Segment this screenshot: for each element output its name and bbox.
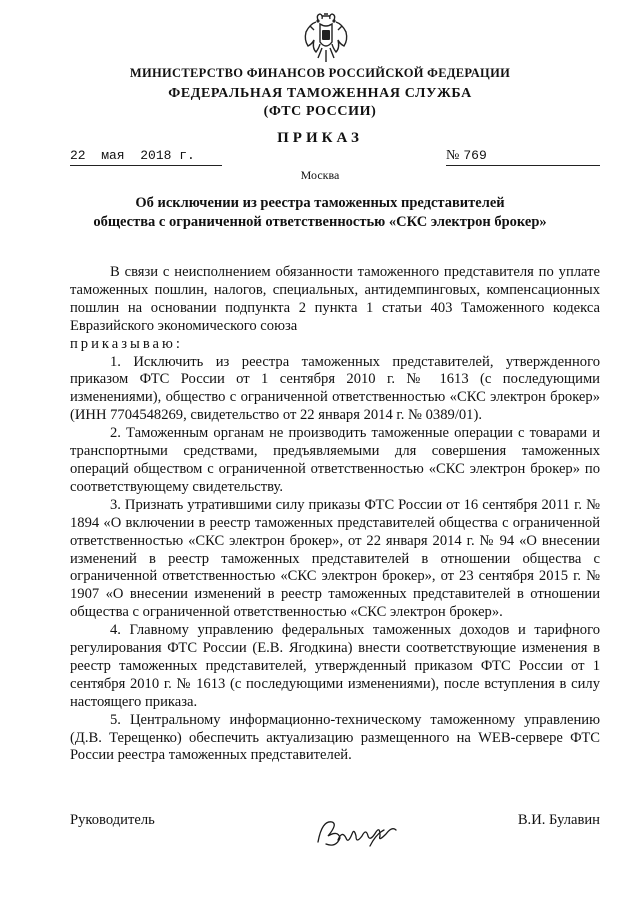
- document-type: ПРИКАЗ: [277, 130, 363, 146]
- service-abbr-heading: (ФТС РОССИИ): [263, 104, 377, 119]
- subject-line-2: общества с ограниченной ответственностью «СКС электрон брокер»: [93, 214, 547, 230]
- city: Москва: [300, 168, 340, 182]
- order-item-2: 2. Таможенным органам не производить таможенные операции с товарами и транспортными средствами, предъявляемыми для совершения таможенных операций обществом с ограниченной ответственностью «СКС электрон брокер» по соответствующему свидетельству.: [70, 425, 600, 495]
- order-number: 769: [463, 148, 487, 163]
- signatory-name: В.И. Булавин: [517, 812, 600, 828]
- handwritten-signature: [312, 812, 412, 854]
- intro-paragraph: В связи с неисполнением обязанности таможенного представителя по уплате таможенных пошлин, налогов, специальных, антидемпинговых, компенсационных пошлин на основании подпункта 2 пункта 1 статьи 403 Таможенного кодекса Евразийского экономического союза: [70, 264, 600, 334]
- order-body: [70, 264, 600, 765]
- order-number-field: [446, 148, 600, 166]
- order-item-5: 5. Центральному информационно-техническому таможенному управлению (Д.В. Терещенко) обеспечить актуализацию размещенного на WEB-сервере ФТС России реестра таможенных представителей.: [70, 711, 600, 764]
- order-item-1: 1. Исключить из реестра таможенных представителей, утвержденного приказом ФТС России от 1 сентября 2010 г. № 1613 (с последующими изменениями), общество с ограниченной ответственностью «СКС электрон брокер» (ИНН 7704548269, свидетельство от 22 января 2014 г. № 0389/01).: [70, 353, 600, 424]
- service-heading: ФЕДЕРАЛЬНАЯ ТАМОЖЕННАЯ СЛУЖБА: [168, 86, 472, 101]
- double-headed-eagle-icon: [302, 12, 350, 68]
- order-item-4: 4. Главному управлению федеральных таможенных доходов и тарифного регулирования ФТС России (Е.В. Ягодкина) внести соответствующие изменения в реестр таможенных представителей, утвержденный приказом ФТС России от 1 сентября 2010 г. № 1613 (с последующими изменениями), после вступления в силу настоящего приказа.: [70, 622, 600, 710]
- subject-line-1: Об исключении из реестра таможенных представителей: [135, 195, 505, 211]
- signatory-title: Руководитель: [70, 812, 155, 828]
- order-date: 22 мая 2018 г.: [70, 148, 222, 166]
- command-word: приказываю:: [70, 335, 183, 352]
- document-subject: [60, 194, 580, 232]
- number-sign: №: [446, 148, 460, 163]
- order-item-3: 3. Признать утратившими силу приказы ФТС России от 16 сентября 2011 г. № 1894 «О включении в реестр таможенных представителей общества с ограниченной ответственностью «СКС электрон брокер», от 22 января 2014 г. № 94 «О внесении изменений в реестр таможенных представителей в отношении общества с ограниченной ответственностью «СКС электрон брокер», от 23 сентября 2015 г. № 1907 «О внесении изменений в реестр таможенных представителей в отношении общества с ограниченной ответственностью «СКС электрон брокер».: [70, 496, 600, 621]
- ministry-heading: МИНИСТЕРСТВО ФИНАНСОВ РОССИЙСКОЙ ФЕДЕРАЦИИ: [129, 66, 511, 80]
